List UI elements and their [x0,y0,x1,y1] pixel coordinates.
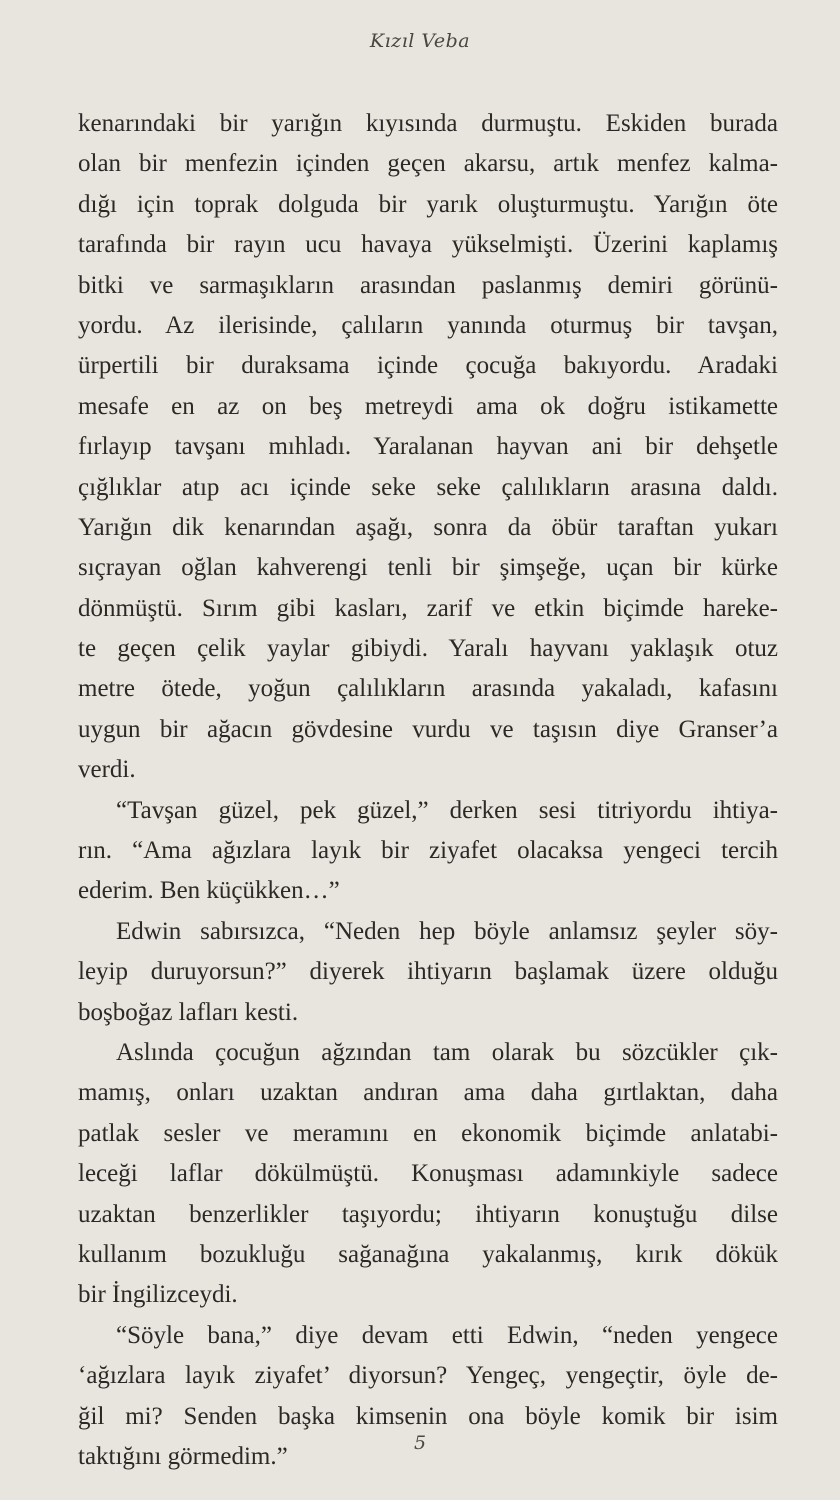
page-number: 5 [413,1432,427,1454]
text-line: sıçrayan oğlan kahverengi tenli bir şimşeğe, uçan bir kürke [78,554,778,582]
text-line: uzaktan benzerlikler taşıyordu; ihtiyarın konuştuğu dilse [78,1200,778,1228]
text-line: te geçen çelik yaylar gibiydi. Yaralı hayvanı yaklaşık otuz [78,635,778,663]
text-line: bir İngilizceydi. [78,1281,238,1309]
text-line: Aslında çocuğun ağzından tam olarak bu sözcükler çık- [116,1038,778,1066]
text-line: ederim. Ben küçükken…” [78,877,340,905]
text-line: boşboğaz lafları kesti. [78,998,299,1026]
text-line: ğil mi? Senden başka kimsenin ona böyle komik bir isim [78,1402,778,1430]
text-line: ürpertili bir duraksama içinde çocuğa bakıyordu. Aradaki [78,352,778,380]
text-line: ‘ağızlara layık ziyafet’ diyorsun? Yengeç, yengeçtir, öyle de- [78,1362,778,1390]
text-line: çığlıklar atıp acı içinde seke seke çalılıkların arasına daldı. [78,473,778,501]
text-line: “Söyle bana,” diye devam etti Edwin, “neden yengece [116,1321,778,1349]
text-line: yordu. Az ilerisinde, çalıların yanında oturmuş bir tavşan, [78,311,778,339]
text-line: tarafında bir rayın ucu havaya yükselmişti. Üzerini kaplamış [78,231,778,259]
text-line: bitki ve sarmaşıkların arasından paslanmış demiri görünü- [78,271,778,299]
body-text [78,104,778,1477]
text-line: rın. “Ama ağızlara layık bir ziyafet olacaksa yengeci tercih [78,837,778,865]
text-line: mesafe en az on beş metreydi ama ok doğru istikamette [78,392,778,420]
text-line: kullanım bozukluğu sağanağına yakalanmış, kırık dökük [78,1240,778,1268]
text-line: “Tavşan güzel, pek güzel,” derken sesi titriyordu ihtiya- [116,796,778,824]
text-line: dığı için toprak dolguda bir yarık oluşturmuştu. Yarığın öte [78,190,778,218]
text-line: olan bir menfezin içinden geçen akarsu, artık menfez kalma- [78,150,778,178]
text-line: taktığını görmedim.” [78,1442,288,1470]
text-line: uygun bir ağacın gövdesine vurdu ve taşısın diye Granser’a [78,715,778,743]
text-line: Edwin sabırsızca, “Neden hep böyle anlamsız şeyler söy- [116,917,778,945]
text-line: mamış, onları uzaktan andıran ama daha gırtlaktan, daha [78,1079,778,1107]
text-line: patlak sesler ve meramını en ekonomik biçimde anlatabi- [78,1119,778,1147]
text-line: fırlayıp tavşanı mıhladı. Yaralanan hayvan ani bir dehşetle [78,433,778,461]
text-line: leceği laflar dökülmüştü. Konuşması adamınkiyle sadece [78,1160,778,1188]
text-line: metre ötede, yoğun çalılıkların arasında yakaladı, kafasını [78,675,778,703]
text-line: Yarığın dik kenarından aşağı, sonra da öbür taraftan yukarı [78,513,778,541]
text-line: leyip duruyorsun?” diyerek ihtiyarın başlamak üzere olduğu [78,958,778,986]
text-line: kenarındaki bir yarığın kıyısında durmuştu. Eskiden burada [78,110,778,137]
text-line: verdi. [78,756,136,784]
running-title: Kızıl Veba [369,30,471,52]
text-line: dönmüştü. Sırım gibi kasları, zarif ve etkin biçimde hareke- [78,594,778,622]
